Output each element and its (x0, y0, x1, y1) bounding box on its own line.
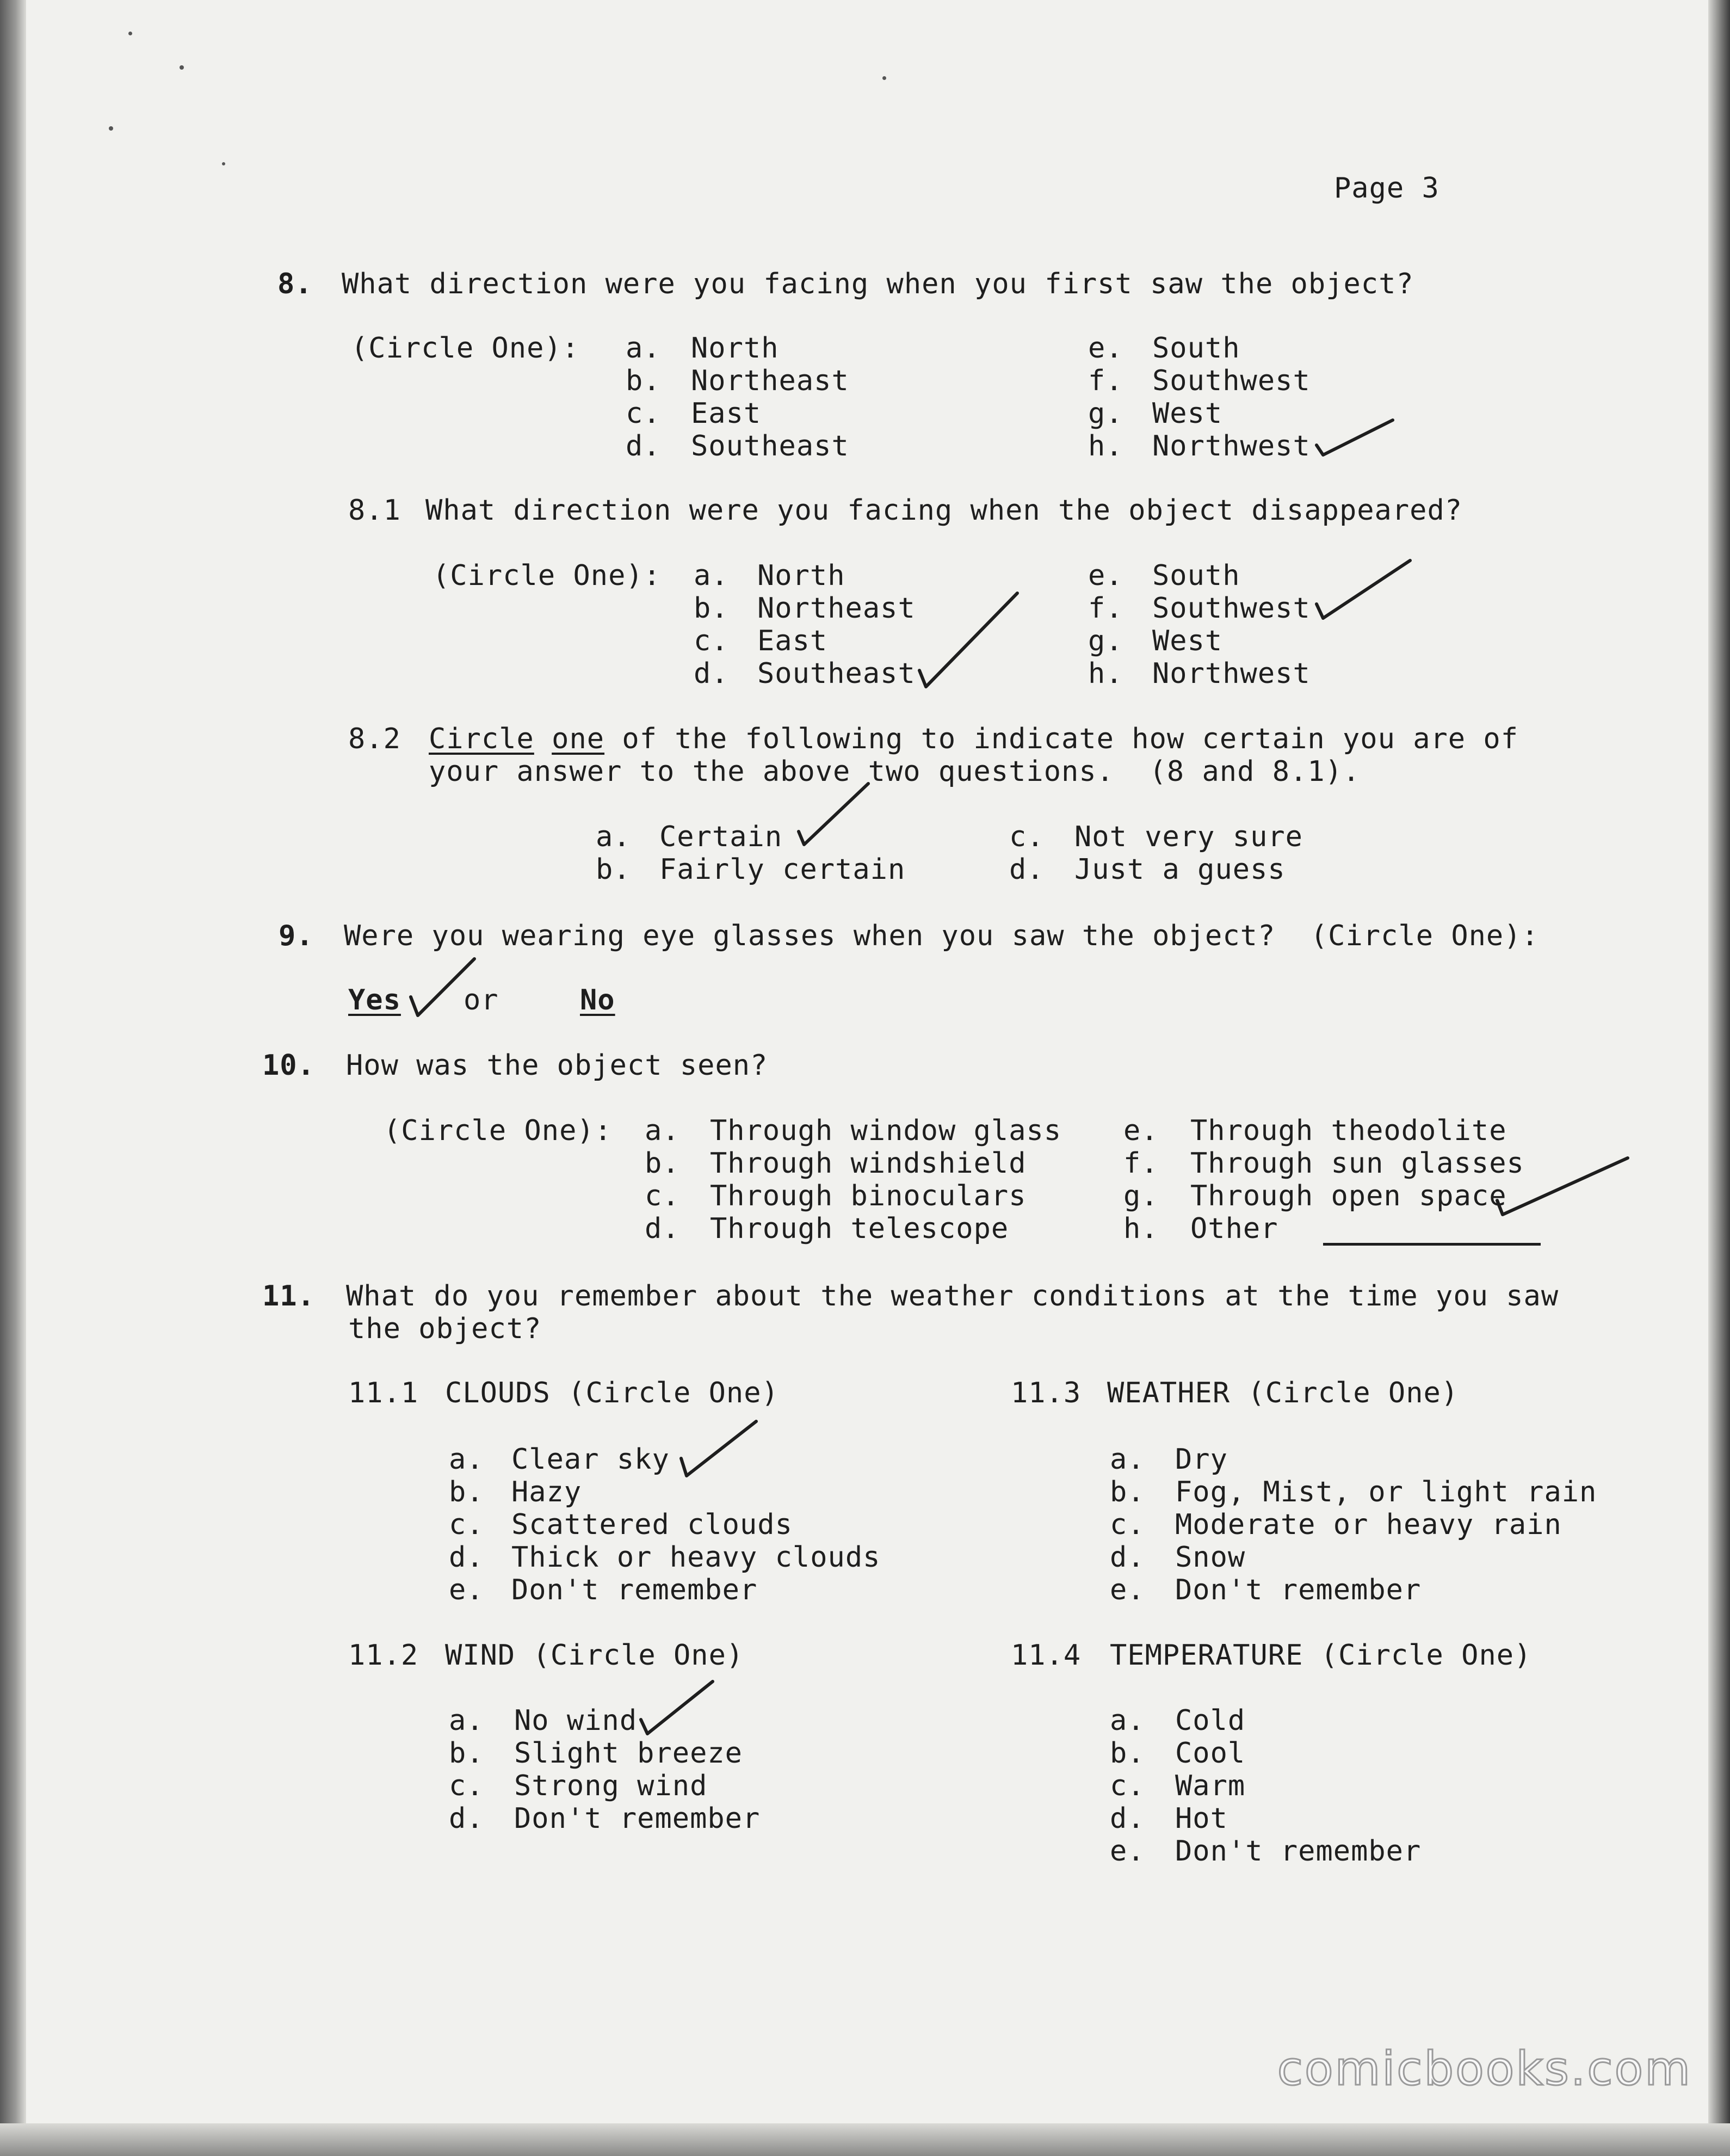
option-letter: g. (1123, 1180, 1159, 1212)
question-line-1: What do you remember about the weather conditions at the time you saw (346, 1280, 1559, 1313)
option-letter: e. (1110, 1574, 1145, 1606)
option-windshield[interactable]: Through windshield (710, 1147, 1027, 1180)
option-letter: b. (449, 1737, 484, 1770)
option-west[interactable]: West (1152, 625, 1223, 657)
question-text: Were you wearing eye glasses when you saw the object? (Circle One): (344, 920, 1539, 952)
option-hazy[interactable]: Hazy (511, 1476, 582, 1508)
answer-no[interactable]: No (580, 984, 615, 1017)
option-theodolite[interactable]: Through theodolite (1190, 1114, 1507, 1147)
checkmark-icon (681, 1421, 756, 1476)
option-telescope[interactable]: Through telescope (710, 1212, 1009, 1245)
page-number: Page 3 (1334, 172, 1439, 205)
site-watermark: comicbooks.com (1277, 2042, 1692, 2096)
option-southwest[interactable]: Southwest (1152, 365, 1311, 397)
option-letter: c. (449, 1508, 484, 1541)
option-thick-clouds[interactable]: Thick or heavy clouds (511, 1541, 881, 1574)
circle-one-instruction: (Circle One): (432, 559, 661, 592)
option-strong-wind[interactable]: Strong wind (514, 1770, 708, 1802)
option-northwest[interactable]: Northwest (1152, 657, 1311, 690)
question-number: 8.2 (348, 723, 401, 755)
speck (222, 162, 225, 165)
question-number: 10. (262, 1049, 315, 1082)
circle-one-instruction: (Circle One): (384, 1114, 612, 1147)
option-letter: a. (626, 332, 661, 365)
option-south[interactable]: South (1152, 559, 1240, 592)
option-binoculars[interactable]: Through binoculars (710, 1180, 1027, 1212)
option-northeast[interactable]: Northeast (757, 592, 916, 625)
section-title: TEMPERATURE (Circle One) (1110, 1639, 1532, 1672)
checkmark-icon (919, 593, 1017, 687)
option-dry[interactable]: Dry (1175, 1443, 1228, 1476)
option-letter: b. (1110, 1737, 1145, 1770)
or-text: or (464, 984, 499, 1017)
question-number: 8.1 (348, 494, 401, 527)
option-letter: a. (694, 559, 729, 592)
option-letter: a. (449, 1443, 484, 1476)
option-no-wind[interactable]: No wind (514, 1704, 638, 1737)
option-letter: f. (1088, 592, 1123, 625)
option-letter: c. (1110, 1770, 1145, 1802)
option-window-glass[interactable]: Through window glass (710, 1114, 1062, 1147)
option-letter: d. (694, 657, 729, 690)
option-letter: c. (626, 397, 661, 430)
section-title: CLOUDS (Circle One) (445, 1377, 779, 1409)
option-south[interactable]: South (1152, 332, 1240, 365)
option-letter: h. (1088, 430, 1123, 463)
option-hot[interactable]: Hot (1175, 1802, 1228, 1835)
option-southeast[interactable]: Southeast (691, 430, 849, 463)
option-other[interactable]: Other (1190, 1212, 1278, 1245)
option-letter: e. (1123, 1114, 1159, 1147)
option-letter: b. (626, 365, 661, 397)
option-northeast[interactable]: Northeast (691, 365, 849, 397)
checkmark-icon (1317, 420, 1393, 455)
option-letter: h. (1123, 1212, 1159, 1245)
section-number: 11.2 (348, 1639, 419, 1672)
speck (882, 76, 886, 80)
section-title: WEATHER (Circle One) (1107, 1377, 1459, 1409)
section-number: 11.4 (1011, 1639, 1082, 1672)
option-letter: f. (1123, 1147, 1159, 1180)
option-letter: g. (1088, 625, 1123, 657)
question-number: 11. (262, 1280, 315, 1313)
option-southeast[interactable]: Southeast (757, 657, 916, 690)
option-north[interactable]: North (691, 332, 779, 365)
one-word: one (552, 723, 605, 755)
option-letter: b. (449, 1476, 484, 1508)
option-letter: e. (449, 1574, 484, 1606)
section-number: 11.3 (1011, 1377, 1082, 1409)
option-southwest[interactable]: Southwest (1152, 592, 1311, 625)
option-letter: b. (694, 592, 729, 625)
option-fog-mist-light-rain[interactable]: Fog, Mist, or light rain (1175, 1476, 1597, 1508)
checkmark-icon (641, 1681, 713, 1734)
option-warm[interactable]: Warm (1175, 1770, 1246, 1802)
option-sun-glasses[interactable]: Through sun glasses (1190, 1147, 1524, 1180)
question-text: What direction were you facing when the object disappeared? (425, 494, 1463, 527)
question-line-1 (429, 723, 1518, 755)
checkmark-icon (799, 784, 868, 845)
option-letter: d. (1110, 1802, 1145, 1835)
option-letter: f. (1088, 365, 1123, 397)
option-west[interactable]: West (1152, 397, 1223, 430)
question-line-2: your answer to the above two questions. (8 and 8.1). (429, 755, 1361, 788)
speck (109, 126, 113, 131)
question-text: How was the object seen? (346, 1049, 768, 1082)
circle-word: Circle (429, 723, 534, 755)
option-dont-remember[interactable]: Don't remember (1175, 1835, 1422, 1868)
option-letter: d. (645, 1212, 680, 1245)
option-letter: a. (449, 1704, 484, 1737)
option-clear-sky[interactable]: Clear sky (511, 1443, 670, 1476)
option-letter: d. (626, 430, 661, 463)
option-certain[interactable]: Certain (659, 821, 783, 853)
option-letter: d. (449, 1541, 484, 1574)
option-snow[interactable]: Snow (1175, 1541, 1246, 1574)
option-letter: e. (1110, 1835, 1145, 1868)
option-moderate-heavy-rain[interactable]: Moderate or heavy rain (1175, 1508, 1562, 1541)
option-letter: c. (694, 625, 729, 657)
option-letter: a. (645, 1114, 680, 1147)
section-title: WIND (Circle One) (445, 1639, 744, 1672)
speck (128, 32, 132, 35)
section-number: 11.1 (348, 1377, 419, 1409)
question-number: 8. (277, 268, 313, 300)
option-letter: c. (645, 1180, 680, 1212)
option-letter: a. (1110, 1704, 1145, 1737)
option-letter: c. (449, 1770, 484, 1802)
option-letter: d. (449, 1802, 484, 1835)
option-slight-breeze[interactable]: Slight breeze (514, 1737, 743, 1770)
circle-one-instruction: (Circle One): (351, 332, 579, 365)
option-dont-remember[interactable]: Don't remember (1175, 1574, 1422, 1606)
option-north[interactable]: North (757, 559, 845, 592)
option-northwest[interactable]: Northwest (1152, 430, 1311, 463)
option-letter: h. (1088, 657, 1123, 690)
option-letter: g. (1088, 397, 1123, 430)
speck (180, 65, 184, 70)
option-letter: a. (596, 821, 631, 853)
option-dont-remember[interactable]: Don't remember (511, 1574, 758, 1606)
option-letter: e. (1088, 332, 1123, 365)
question-line-1-rest: of the following to indicate how certain you are of (622, 723, 1519, 755)
checkmark-icon (1317, 560, 1410, 618)
question-line-2: the object? (348, 1313, 542, 1345)
option-east[interactable]: East (757, 625, 828, 657)
option-letter: a. (1110, 1443, 1145, 1476)
other-blank-line[interactable] (1323, 1243, 1541, 1246)
option-letter: c. (1009, 821, 1045, 853)
option-letter: d. (1110, 1541, 1145, 1574)
option-just-a-guess[interactable]: Just a guess (1074, 853, 1286, 886)
question-number: 9. (279, 920, 314, 952)
option-letter: e. (1088, 559, 1123, 592)
option-cool[interactable]: Cool (1175, 1737, 1246, 1770)
question-text: What direction were you facing when you first saw the object? (342, 268, 1414, 300)
option-letter: d. (1009, 853, 1045, 886)
option-letter: c. (1110, 1508, 1145, 1541)
option-letter: b. (645, 1147, 680, 1180)
option-fairly-certain[interactable]: Fairly certain (659, 853, 906, 886)
option-dont-remember[interactable]: Don't remember (514, 1802, 761, 1835)
option-scattered-clouds[interactable]: Scattered clouds (511, 1508, 793, 1541)
option-letter: b. (596, 853, 631, 886)
option-letter: b. (1110, 1476, 1145, 1508)
option-not-very-sure[interactable]: Not very sure (1074, 821, 1303, 853)
option-cold[interactable]: Cold (1175, 1704, 1246, 1737)
option-open-space[interactable]: Through open space (1190, 1180, 1507, 1212)
answer-yes[interactable]: Yes (348, 984, 401, 1017)
option-east[interactable]: East (691, 397, 762, 430)
